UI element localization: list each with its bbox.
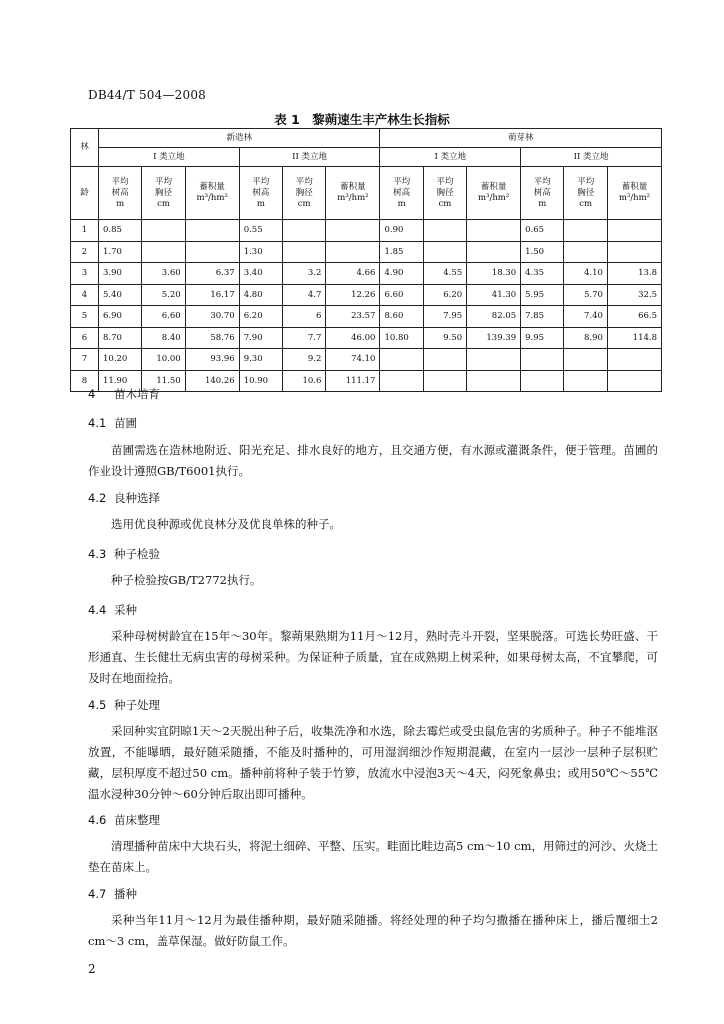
- value-cell: [185, 241, 239, 263]
- value-cell: 8.60: [380, 306, 423, 328]
- value-cell: 30.70: [185, 306, 239, 328]
- value-cell: 6.37: [185, 263, 239, 285]
- paragraph: 采种当年11月～12月为最佳播种期，最好随采随播。将经处理的种子均匀撒播在播种床上，播后覆细土2 cm～3 cm，盖草保湿。做好防鼠工作。: [88, 913, 658, 948]
- value-cell: 6.20: [423, 284, 466, 306]
- paragraph: 采回种实宜阴晾1天～2天脱出种子后，收集洗净和水选，除去霉烂或受虫鼠危害的劣质种子。种子不能堆沤放置，不能曝晒，最好随采随播，不能及时播种的，可用湿润细沙作短期混藏，在室内一层沙一层种子层积贮藏，层积厚度不超过50 cm。播种前将种子装于竹箩，放流水中浸泡3天～4天，闷死象鼻虫；或用50℃～55℃温水浸种30分钟～60分钟后取出即可播种。: [88, 724, 658, 801]
- value-cell: 93.96: [185, 349, 239, 371]
- paragraph: 苗圃需选在造林地附近、阳光充足、排水良好的地方，且交通方便，有水源或灌溉条件，便于管理。苗圃的作业设计遵照GB/T6001执行。: [88, 443, 658, 478]
- value-cell: 66.5: [607, 306, 661, 328]
- value-cell: [467, 220, 521, 242]
- value-cell: 7.90: [239, 327, 282, 349]
- document-id: DB44/T 504—2008: [88, 88, 207, 102]
- paragraph: 种子检验按GB/T2772执行。: [111, 573, 262, 587]
- col-header-height: 平均 树高 m: [521, 167, 564, 220]
- age-cell: 5: [71, 306, 99, 328]
- value-cell: 140.26: [185, 370, 239, 392]
- value-cell: 82.05: [467, 306, 521, 328]
- value-cell: 0.90: [380, 220, 423, 242]
- site-class-header: I 类立地: [99, 148, 240, 167]
- col-header-dbh: 平均 胸径 cm: [283, 167, 326, 220]
- value-cell: 8.40: [142, 327, 185, 349]
- section-heading: 4.3 种子检验: [88, 547, 160, 561]
- value-cell: [423, 370, 466, 392]
- value-cell: [185, 220, 239, 242]
- table-row: [71, 284, 662, 306]
- value-cell: 6: [283, 306, 326, 328]
- value-cell: [564, 220, 607, 242]
- page-number: 2: [88, 962, 96, 976]
- value-cell: 5.40: [99, 284, 142, 306]
- age-header-bottom: 龄: [71, 167, 99, 220]
- age-cell: 8: [71, 370, 99, 392]
- col-header-height: 平均 树高 m: [239, 167, 282, 220]
- value-cell: 139.39: [467, 327, 521, 349]
- value-cell: 0.55: [239, 220, 282, 242]
- value-cell: [467, 370, 521, 392]
- value-cell: [142, 241, 185, 263]
- value-cell: 6.90: [99, 306, 142, 328]
- value-cell: 9.50: [423, 327, 466, 349]
- value-cell: 41.30: [467, 284, 521, 306]
- value-cell: 5.70: [564, 284, 607, 306]
- table-row: [71, 349, 662, 371]
- value-cell: [607, 349, 661, 371]
- section-heading: 4.2 良种选择: [88, 491, 160, 505]
- value-cell: [607, 370, 661, 392]
- value-cell: [423, 220, 466, 242]
- value-cell: 11.90: [99, 370, 142, 392]
- value-cell: 10.20: [99, 349, 142, 371]
- group-header-new: 新造林: [99, 129, 380, 148]
- value-cell: 6.60: [380, 284, 423, 306]
- value-cell: 10.00: [142, 349, 185, 371]
- value-cell: 7.85: [521, 306, 564, 328]
- table-row: [71, 263, 662, 285]
- table-title: 表 1 黎蒴速生丰产林生长指标: [274, 112, 450, 127]
- age-cell: 3: [71, 263, 99, 285]
- value-cell: 58.76: [185, 327, 239, 349]
- value-cell: 1.50: [521, 241, 564, 263]
- section-heading: 4.5 种子处理: [88, 698, 160, 712]
- value-cell: 16.17: [185, 284, 239, 306]
- age-cell: 2: [71, 241, 99, 263]
- value-cell: 1.30: [239, 241, 282, 263]
- paragraph: 选用优良种源或优良林分及优良单株的种子。: [111, 517, 341, 531]
- value-cell: [380, 349, 423, 371]
- age-header-top: 林: [71, 129, 99, 167]
- value-cell: 12.26: [326, 284, 380, 306]
- value-cell: 114.8: [607, 327, 661, 349]
- value-cell: 74.10: [326, 349, 380, 371]
- col-header-volume: 蓄积量 m³/hm²: [607, 167, 661, 220]
- value-cell: [326, 220, 380, 242]
- section-heading: 4.4 采种: [88, 603, 137, 617]
- value-cell: 10.80: [380, 327, 423, 349]
- table-row: [71, 306, 662, 328]
- value-cell: 8.90: [564, 327, 607, 349]
- value-cell: 46.00: [326, 327, 380, 349]
- value-cell: 11.50: [142, 370, 185, 392]
- value-cell: 3.2: [283, 263, 326, 285]
- value-cell: [607, 220, 661, 242]
- value-cell: 13.8: [607, 263, 661, 285]
- col-header-volume: 蓄积量 m³/hm²: [326, 167, 380, 220]
- table-row: [71, 241, 662, 263]
- age-cell: 7: [71, 349, 99, 371]
- value-cell: [607, 241, 661, 263]
- section-heading: 4.7 播种: [88, 887, 137, 901]
- value-cell: 10.6: [283, 370, 326, 392]
- value-cell: [521, 370, 564, 392]
- value-cell: 3.90: [99, 263, 142, 285]
- value-cell: [423, 349, 466, 371]
- value-cell: 18.30: [467, 263, 521, 285]
- paragraph: 采种母树树龄宜在15年～30年。黎蒴果熟期为11月～12月，熟时壳斗开裂，坚果脱落。可选长势旺盛、干形通直、生长健壮无病虫害的母树采种。为保证种子质量，宜在成熟期上树采种，如果母树太高，不宜攀爬，可及时在地面捡拾。: [88, 629, 658, 685]
- value-cell: 9.30: [239, 349, 282, 371]
- value-cell: 0.65: [521, 220, 564, 242]
- col-header-height: 平均 树高 m: [99, 167, 142, 220]
- value-cell: 7.40: [564, 306, 607, 328]
- value-cell: [467, 349, 521, 371]
- value-cell: 3.60: [142, 263, 185, 285]
- value-cell: 9.95: [521, 327, 564, 349]
- site-class-header: I 类立地: [380, 148, 521, 167]
- value-cell: 4.10: [564, 263, 607, 285]
- value-cell: 4.55: [423, 263, 466, 285]
- value-cell: 5.95: [521, 284, 564, 306]
- table-row: [71, 327, 662, 349]
- col-header-volume: 蓄积量 m³/hm²: [467, 167, 521, 220]
- paragraph: 清理播种苗床中大块石头，将泥土细碎、平整、压实。畦面比畦边高5 cm～10 cm，用筛过的河沙、火烧土垫在苗床上。: [88, 839, 658, 874]
- value-cell: [326, 241, 380, 263]
- age-cell: 6: [71, 327, 99, 349]
- col-header-height: 平均 树高 m: [380, 167, 423, 220]
- value-cell: [467, 241, 521, 263]
- growth-index-table: [70, 128, 662, 392]
- value-cell: [380, 370, 423, 392]
- age-cell: 1: [71, 220, 99, 242]
- section-heading: 4.1 苗圃: [88, 416, 137, 430]
- value-cell: 5.20: [142, 284, 185, 306]
- value-cell: 9.2: [283, 349, 326, 371]
- section-heading: 4 苗木培育: [88, 387, 160, 401]
- age-cell: 4: [71, 284, 99, 306]
- value-cell: 6.60: [142, 306, 185, 328]
- table-row: [71, 220, 662, 242]
- group-header-coppice: 萌芽林: [380, 129, 662, 148]
- value-cell: [564, 370, 607, 392]
- value-cell: 4.35: [521, 263, 564, 285]
- value-cell: 4.80: [239, 284, 282, 306]
- col-header-dbh: 平均 胸径 cm: [142, 167, 185, 220]
- value-cell: 1.85: [380, 241, 423, 263]
- value-cell: 7.95: [423, 306, 466, 328]
- value-cell: 0.85: [99, 220, 142, 242]
- value-cell: [283, 241, 326, 263]
- value-cell: [142, 220, 185, 242]
- value-cell: 4.90: [380, 263, 423, 285]
- col-header-dbh: 平均 胸径 cm: [564, 167, 607, 220]
- site-class-header: II 类立地: [521, 148, 662, 167]
- value-cell: 7.7: [283, 327, 326, 349]
- value-cell: 23.57: [326, 306, 380, 328]
- value-cell: [564, 241, 607, 263]
- value-cell: [423, 241, 466, 263]
- value-cell: 4.66: [326, 263, 380, 285]
- value-cell: 8.70: [99, 327, 142, 349]
- col-header-dbh: 平均 胸径 cm: [423, 167, 466, 220]
- value-cell: 111.17: [326, 370, 380, 392]
- section-heading: 4.6 苗床整理: [88, 813, 160, 827]
- value-cell: [521, 349, 564, 371]
- value-cell: 10.90: [239, 370, 282, 392]
- value-cell: 4.7: [283, 284, 326, 306]
- site-class-header: II 类立地: [239, 148, 380, 167]
- value-cell: [564, 349, 607, 371]
- value-cell: 3.40: [239, 263, 282, 285]
- col-header-volume: 蓄积量 m³/hm²: [185, 167, 239, 220]
- value-cell: 32.5: [607, 284, 661, 306]
- value-cell: 6.20: [239, 306, 282, 328]
- value-cell: [283, 220, 326, 242]
- value-cell: 1.70: [99, 241, 142, 263]
